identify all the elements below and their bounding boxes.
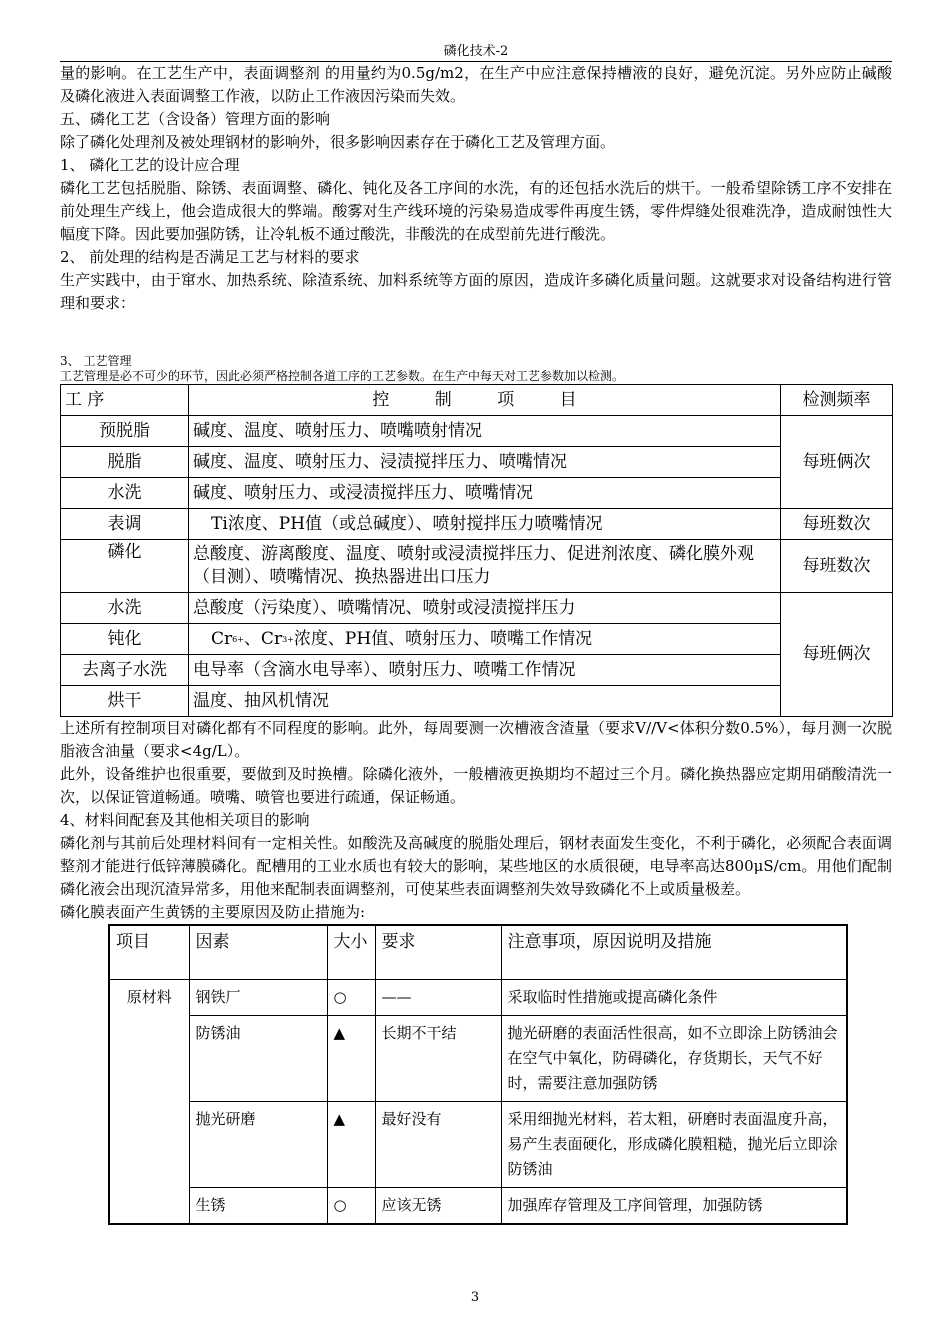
table-row <box>109 980 847 1016</box>
factor-cell: 钢铁厂 <box>189 980 327 1016</box>
process-cell: 水洗 <box>61 478 189 509</box>
table-header-row <box>61 385 893 416</box>
process-cell: 水洗 <box>61 593 189 624</box>
size-cell: ○ <box>327 980 375 1016</box>
size-cell: ▲ <box>327 1016 375 1102</box>
paragraph: 生产实践中，由于窜水、加热系统、除渣系统、加料系统等方面的原因，造成许多磷化质量问题。这就要求对设备结构进行管理和要求： <box>60 271 892 312</box>
subsection-heading: 4、材料间配套及其他相关项目的影响 <box>60 811 310 829</box>
paragraph: 工艺管理是必不可少的环节，因此必须严格控制各道工序的工艺参数。在生产中每天对工艺参数加以检测。 <box>60 369 625 383</box>
frequency-cell: 每班俩次 <box>781 416 893 509</box>
process-cell: 磷化 <box>61 540 189 593</box>
subsection-heading: 3、 工艺管理 <box>60 354 132 368</box>
paragraph: 此外，设备维护也很重要，要做到及时换槽。除磷化液外，一般槽液更换期均不超过三个月。磷化换热器应定期用硝酸清洗一次，以保证管道畅通。喷嘴、喷管也要进行疏通，保证畅通。 <box>60 765 892 806</box>
note-cell: 加强库存管理及工序间管理，加强防锈 <box>501 1188 847 1225</box>
table-row <box>61 478 893 509</box>
frequency-cell: 每班数次 <box>781 540 893 593</box>
control-items-cell: 温度、抽风机情况 <box>189 686 781 717</box>
factor-cell: 防锈油 <box>189 1016 327 1102</box>
size-cell: ○ <box>327 1188 375 1225</box>
superscript: 6+ <box>232 634 244 644</box>
control-items-cell: 碱度、温度、喷射压力、浸渍搅拌压力、喷嘴情况 <box>189 447 781 478</box>
paragraph: 除了磷化处理剂及被处理钢材的影响外，很多影响因素存在于磷化工艺及管理方面。 <box>60 133 616 151</box>
column-header: 控 制 项 目 <box>189 385 781 416</box>
note-cell: 采取临时性措施或提高磷化条件 <box>501 980 847 1016</box>
note-cell: 抛光研磨的表面活性很高，如不立即涂上防锈油会在空气中氧化，防碍磷化，存货期长，天气不好时，需要注意加强防锈 <box>501 1016 847 1102</box>
size-cell: ▲ <box>327 1102 375 1188</box>
frequency-cell: 每班数次 <box>781 509 893 540</box>
column-header: 检测频率 <box>781 385 893 416</box>
requirement-cell: 应该无锈 <box>375 1188 501 1225</box>
cr-text: 、Cr <box>243 628 283 649</box>
section-heading: 五、磷化工艺（含设备）管理方面的影响 <box>60 110 331 128</box>
factor-cell: 生锈 <box>189 1188 327 1225</box>
page-number: 3 <box>470 1290 480 1305</box>
column-header: 大小 <box>327 925 375 980</box>
subsection-heading: 2、 前处理的结构是否满足工艺与材料的要求 <box>60 248 360 266</box>
frequency-cell: 每班俩次 <box>781 593 893 717</box>
table-row <box>61 593 893 624</box>
table-row <box>61 655 893 686</box>
control-items-cell: 电导率（含滴水电导率）、喷射压力、喷嘴工作情况 <box>189 655 781 686</box>
control-items-cell: 总酸度、游离酸度、温度、喷射或浸渍搅拌压力、促进剂浓度、磷化膜外观（目测）、喷嘴情况、换热器进出口压力 <box>189 540 781 593</box>
control-items-cell: Ti浓度、PH值（或总碱度）、喷射搅拌压力喷嘴情况 <box>189 509 781 540</box>
control-items-cell: 总酸度（污染度）、喷嘴情况、喷射或浸渍搅拌压力 <box>189 593 781 624</box>
column-header: 工 序 <box>61 385 189 416</box>
process-cell: 脱脂 <box>61 447 189 478</box>
factor-cell: 抛光研磨 <box>189 1102 327 1188</box>
table-row <box>61 540 893 593</box>
paragraph: 上述所有控制项目对磷化都有不同程度的影响。此外，每周要测一次槽液含渣量（要求V//V<体积分数0.5%），每月测一次脱脂液含油量（要求<4g/L）。 <box>60 719 892 760</box>
note-cell: 采用细抛光材料，若太粗，研磨时表面温度升高，易产生表面硬化，形成磷化膜粗糙，抛光后立即涂防锈油 <box>501 1102 847 1188</box>
column-header: 注意事项，原因说明及措施 <box>501 925 847 980</box>
control-items-cell: 碱度、温度、喷射压力、喷嘴喷射情况 <box>189 416 781 447</box>
requirement-cell: —— <box>375 980 501 1016</box>
superscript: 3+ <box>282 634 294 644</box>
yellow-rust-table <box>108 924 848 1225</box>
paragraph: 磷化工艺包括脱脂、除锈、表面调整、磷化、钝化及各工序间的水洗，有的还包括水洗后的烘干。一般希望除锈工序不安排在前处理生产线上，他会造成很大的弊端。酸雾对生产线环境的污染易造成零件再度生锈，零件焊缝处很难洗净，造成耐蚀性大幅度下降。因此要加强防锈，让冷轧板不通过酸洗，非酸洗的在成型前先进行酸洗。 <box>60 179 892 243</box>
requirement-cell: 最好没有 <box>375 1102 501 1188</box>
process-cell: 去离子水洗 <box>61 655 189 686</box>
process-control-table <box>60 384 893 717</box>
paragraph: 磷化剂与其前后处理材料间有一定相关性。如酸洗及高碱度的脱脂处理后，钢材表面发生变化，不利于磷化，必须配合表面调整剂才能进行低锌薄膜磷化。配槽用的工业水质也有较大的影响，某些地区的水质很硬，电导率高达800μS/cm。用他们配制磷化液会出现沉渣异常多，用他来配制表面调整剂，可使某些表面调整剂失效导致磷化不上或质量极差。 <box>60 834 892 898</box>
table-row <box>61 416 893 447</box>
spacer <box>60 315 892 354</box>
table-header-row <box>109 925 847 980</box>
table-row <box>61 447 893 478</box>
requirement-cell: 长期不干结 <box>375 1016 501 1102</box>
column-header: 要求 <box>375 925 501 980</box>
table-row <box>109 1102 847 1188</box>
control-items-text: 浓度、PH值、喷射压力、喷嘴工作情况 <box>293 628 593 649</box>
table-row <box>61 686 893 717</box>
table-row <box>109 1188 847 1225</box>
group-cell: 原材料 <box>109 980 189 1225</box>
paragraph: 量的影响。在工艺生产中，表面调整剂 的用量约为0.5g/m2，在生产中应注意保持槽液的良好，避免沉淀。另外应防止碱酸及磷化液进入表面调整工作液，以防止工作液因污染而失效。 <box>60 64 892 105</box>
column-header: 因素 <box>189 925 327 980</box>
running-header: 磷化技术-2 <box>443 44 509 59</box>
subsection-heading: 1、 磷化工艺的设计应合理 <box>60 156 240 174</box>
control-items-cell: 碱度、喷射压力、或浸渍搅拌压力、喷嘴情况 <box>189 478 781 509</box>
paragraph: 磷化膜表面产生黄锈的主要原因及防止措施为: <box>60 903 366 921</box>
process-cell: 钝化 <box>61 624 189 655</box>
table-row <box>109 1016 847 1102</box>
column-header: 项目 <box>109 925 189 980</box>
control-items-cell <box>189 624 781 655</box>
process-cell: 预脱脂 <box>61 416 189 447</box>
process-cell: 烘干 <box>61 686 189 717</box>
process-cell: 表调 <box>61 509 189 540</box>
table-row <box>61 509 893 540</box>
cr-text: Cr <box>211 628 233 649</box>
table-row <box>61 624 893 655</box>
document-page <box>60 44 892 1225</box>
